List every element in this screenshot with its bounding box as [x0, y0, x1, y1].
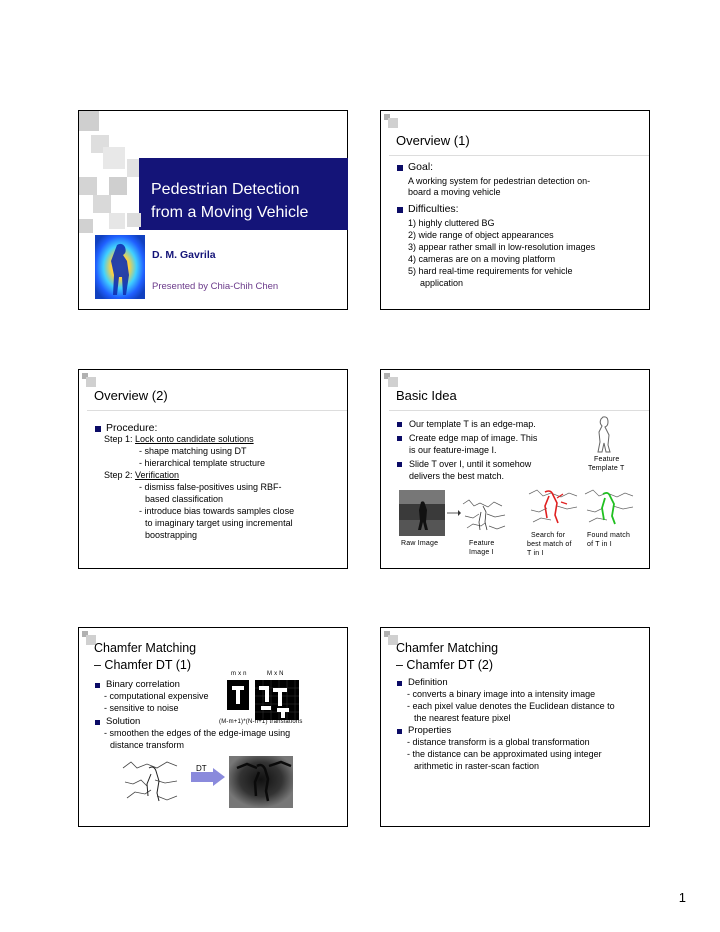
- search-label: Search for: [531, 532, 566, 539]
- step2-item: boostrapping: [145, 530, 198, 540]
- search-label: T in I: [527, 550, 544, 557]
- binary-item: - computational expensive: [104, 691, 209, 701]
- properties-item: - distance transform is a global transformation: [407, 737, 590, 747]
- slide-title-line-1: Chamfer Matching: [94, 641, 197, 655]
- step2-link: Verification: [135, 470, 180, 480]
- bullet-icon: [397, 681, 402, 686]
- difficulty-item: 1) highly cluttered BG: [408, 218, 495, 228]
- slide-chamfer-2: [380, 627, 650, 827]
- decor-square: [79, 111, 99, 131]
- found-label: of T in I: [587, 541, 612, 548]
- feature-image: [461, 496, 507, 536]
- step2: [104, 470, 179, 482]
- bullet-icon: [397, 729, 402, 734]
- slide-title: Overview (2): [94, 388, 168, 403]
- dt-label: DT: [196, 764, 207, 773]
- title-underline: [389, 155, 649, 156]
- properties-item: arithmetic in raster-scan faction: [414, 761, 540, 771]
- slide-title-line-2: – Chamfer DT (1): [94, 658, 192, 672]
- slide-title: Basic Idea: [396, 388, 457, 403]
- step2-item: to imaginary target using incremental: [145, 518, 293, 528]
- properties-item: - the distance can be approximated using integer: [407, 749, 602, 759]
- bullet-icon: [397, 422, 402, 427]
- bullet-text: Slide T over I, until it somehow: [409, 459, 532, 469]
- raw-image-label: Raw Image: [401, 540, 439, 547]
- solution-item: distance transform: [110, 740, 185, 750]
- decor-square: [127, 213, 141, 227]
- slide-title: [78, 110, 348, 310]
- bullet-icon: [95, 720, 100, 725]
- slide-overview-1: [380, 110, 650, 310]
- template-figure-image: [591, 414, 617, 454]
- goal-text: A working system for pedestrian detection on-: [408, 176, 591, 186]
- decor-square: [388, 377, 398, 387]
- slide-title: Overview (1): [396, 133, 470, 148]
- definition-item: - each pixel value denotes the Euclidean distance to: [407, 701, 615, 711]
- feature-template-label: Feature: [594, 456, 620, 463]
- feature-image-label: Feature: [469, 540, 495, 547]
- feature-template-label: Template T: [588, 465, 625, 472]
- difficulties-label: Difficulties:: [408, 203, 459, 215]
- step2-item: - dismiss false-positives using RBF-: [139, 482, 282, 492]
- slide-title-line-2: – Chamfer DT (2): [396, 658, 494, 672]
- decor-square: [103, 147, 125, 169]
- search-image: [527, 484, 579, 530]
- bullet-icon: [95, 683, 100, 688]
- bullet-text: Create edge map of image. This: [409, 433, 538, 443]
- template-grid-image: [227, 680, 299, 720]
- presenter: Presented by Chia-Chih Chen: [152, 281, 279, 292]
- difficulty-item: 5) hard real-time requirements for vehicle: [408, 266, 573, 276]
- decor-square: [79, 177, 97, 195]
- arrow-icon: [447, 510, 461, 516]
- found-image: [583, 484, 635, 530]
- edge-image: [121, 758, 181, 806]
- translations-label: (M-m+1)*(N-n+1) translations: [219, 719, 303, 725]
- difficulty-item: 2) wide range of object appearances: [408, 230, 554, 240]
- step1: [104, 434, 254, 446]
- feature-image-label: Image I: [469, 549, 494, 556]
- title-line-2: from a Moving Vehicle: [151, 204, 309, 221]
- slide-chamfer-1: [78, 627, 348, 827]
- raw-image: [399, 490, 445, 536]
- bullet-icon: [95, 426, 101, 432]
- step2-item: - introduce bias towards samples close: [139, 506, 295, 516]
- title-underline: [87, 410, 347, 411]
- step1-link: Lock onto candidate solutions: [135, 434, 254, 444]
- binary-item: - sensitive to noise: [104, 703, 179, 713]
- definition-label: Definition: [408, 677, 448, 688]
- MxN-label: M x N: [267, 671, 284, 677]
- found-label: Found match: [587, 532, 631, 539]
- bullet-text: delivers the best match.: [409, 471, 505, 481]
- decor-square: [109, 213, 125, 229]
- procedure-label: Procedure:: [106, 422, 158, 434]
- decor-square: [109, 177, 127, 195]
- properties-label: Properties: [408, 725, 452, 736]
- definition-item: - converts a binary image into a intensity image: [407, 689, 596, 699]
- author: D. M. Gavrila: [152, 249, 216, 261]
- decor-square: [86, 377, 96, 387]
- solution-label: Solution: [106, 716, 141, 727]
- slide-basic-idea: [380, 369, 650, 569]
- bullet-text: is our feature-image I.: [409, 445, 497, 455]
- bullet-text: Our template T is an edge-map.: [409, 419, 536, 429]
- bullet-icon: [397, 165, 403, 171]
- goal-text: board a moving vehicle: [408, 187, 501, 197]
- goal-label: Goal:: [408, 161, 434, 173]
- mxn-label: m x n: [231, 671, 247, 677]
- title-underline: [389, 410, 649, 411]
- search-label: best match of: [527, 541, 572, 548]
- bullet-icon: [397, 462, 402, 467]
- bullet-icon: [397, 436, 402, 441]
- difficulty-item: application: [420, 278, 464, 288]
- step1-prefix: Step 1:: [104, 434, 136, 444]
- step2-prefix: Step 2:: [104, 470, 136, 480]
- solution-item: - smoothen the edges of the edge-image using: [104, 728, 291, 738]
- bullet-icon: [397, 207, 403, 213]
- slide-overview-2: [78, 369, 348, 569]
- step1-item: - shape matching using DT: [139, 446, 247, 456]
- definition-item: the nearest feature pixel: [414, 713, 511, 723]
- title-line-1: Pedestrian Detection: [151, 181, 300, 198]
- decor-square: [388, 118, 398, 128]
- difficulty-item: 4) cameras are on a moving platform: [408, 254, 556, 264]
- decor-square: [79, 219, 93, 233]
- difficulty-item: 3) appear rather small in low-resolution images: [408, 242, 596, 252]
- heatmap-image: [95, 235, 145, 299]
- binary-label: Binary correlation: [106, 679, 180, 690]
- step1-item: - hierarchical template structure: [139, 458, 266, 468]
- page-number: 1: [678, 890, 686, 905]
- decor-square: [93, 195, 111, 213]
- step2-item: based classification: [145, 494, 224, 504]
- distance-transform-image: [229, 756, 293, 808]
- slide-title-line-1: Chamfer Matching: [396, 641, 499, 655]
